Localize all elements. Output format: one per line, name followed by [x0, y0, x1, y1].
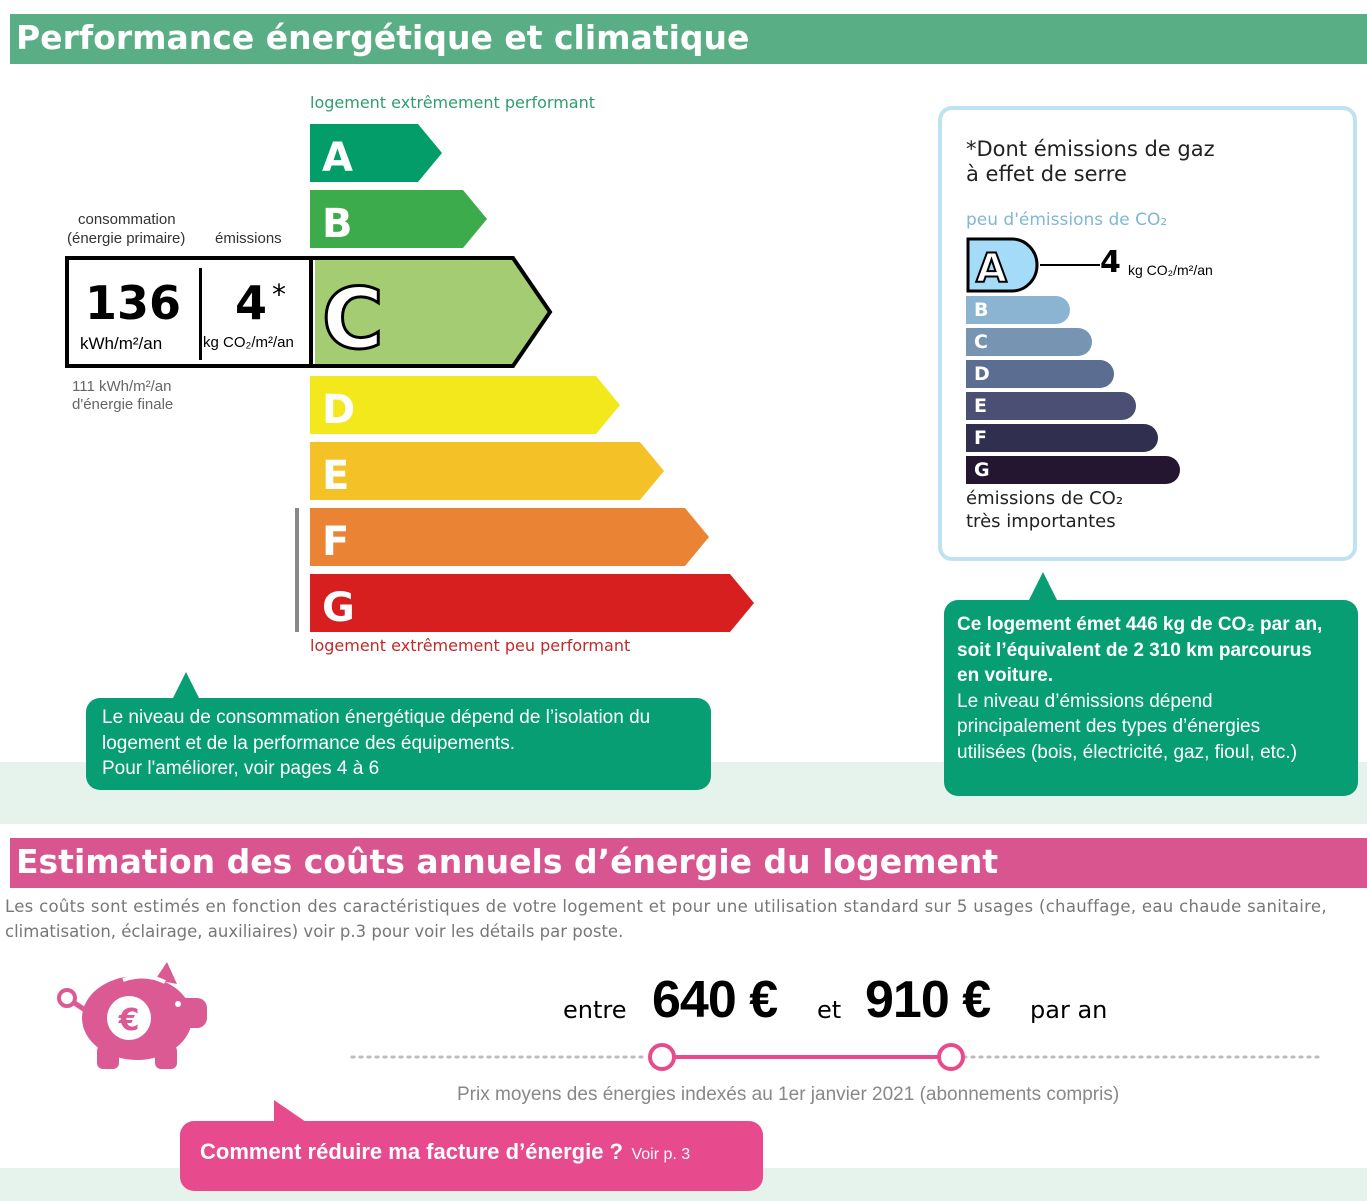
callout-left-line3: Pour l'améliorer, voir pages 4 à 6: [102, 758, 380, 779]
header-primary-energy: (énergie primaire): [67, 230, 186, 247]
cost-word-per-year: par an: [1030, 996, 1108, 1024]
piggy-bank-icon: [55, 960, 215, 1072]
callout-right-bold3: en voiture.: [957, 665, 1054, 686]
cost-max: 910 €: [865, 971, 991, 1029]
dpe-class-D: [310, 376, 620, 434]
callout-right-line5: principalement des types d’énergies: [957, 716, 1261, 737]
dpe-letter-E: E: [322, 453, 350, 499]
ges-bottom-label-line2: très importantes: [966, 511, 1116, 532]
value-box-divider: [199, 268, 202, 360]
cost-footnote: Prix moyens des énergies indexés au 1er janvier 2021 (abonnements compris): [457, 1084, 1120, 1105]
ges-value: 4: [1100, 245, 1121, 280]
ges-class-G: G: [966, 456, 1180, 484]
header-consumption: consommation: [78, 211, 176, 228]
range-max-marker: [939, 1045, 963, 1069]
cost-word-and: et: [817, 996, 842, 1024]
cost-range-scale: [348, 1040, 1323, 1074]
callout-right-pointer: [1026, 570, 1060, 602]
dpe-class-G: [310, 574, 754, 632]
ges-title-line1: *Dont émissions de gaz: [966, 137, 1215, 161]
ges-bottom-label-line1: émissions de CO₂: [966, 488, 1124, 509]
dpe-letter-B: B: [322, 201, 353, 247]
ges-class-B: B: [966, 296, 1070, 324]
cta-bold-text: Comment réduire ma facture d’énergie ?: [200, 1139, 623, 1164]
dpe-letter-A: A: [322, 135, 353, 181]
consumption-value: 136: [85, 276, 182, 330]
callout-right-bold2: soit l’équivalent de 2 310 km parcourus: [957, 639, 1312, 661]
callout-left-line2: logement et de la performance des équipements.: [102, 732, 515, 754]
ges-class-A-current: [962, 236, 1042, 294]
callout-right-bold1: Ce logement émet 446 kg de CO₂ par an,: [957, 614, 1323, 635]
dpe-class-E: [310, 442, 664, 500]
section-title-costs: Estimation des coûts annuels d’énergie du logement: [10, 838, 1367, 888]
consumption-unit: kWh/m²/an: [80, 334, 163, 353]
cost-min: 640 €: [652, 971, 778, 1029]
final-energy-line2: d'énergie finale: [72, 396, 174, 413]
dpe-letter-D: D: [322, 387, 356, 433]
costs-description-line1: Les coûts sont estimés en fonction des caractéristiques de votre logement et pour une utilisation standard sur 5 usages (chauffage, eau chaude sanitaire,: [5, 897, 1327, 916]
ges-top-label: peu d'émissions de CO₂: [966, 210, 1168, 230]
dpe-class-B: [310, 190, 487, 248]
ges-letter-A: A: [976, 246, 1007, 292]
ges-pointer-line: [1040, 264, 1100, 266]
callout-right-line6: utilisées (bois, électricité, gaz, fioul, etc.): [957, 741, 1298, 763]
callout-left-pointer: [170, 670, 202, 700]
value-box-right-edge: [309, 256, 313, 368]
emission-unit: kg CO₂/m²/an: [203, 334, 294, 351]
dpe-top-label: logement extrêmement performant: [310, 93, 595, 112]
ges-title-line2: à effet de serre: [966, 162, 1127, 186]
callout-right-line4: Le niveau d’émissions dépend: [957, 690, 1213, 712]
ges-unit: kg CO₂/m²/an: [1128, 262, 1213, 278]
callout-emissions: [944, 600, 1358, 796]
ges-class-C: C: [966, 328, 1092, 356]
dpe-letter-G: G: [322, 585, 355, 631]
euro-symbol: €: [118, 1003, 140, 1038]
ges-class-E: E: [966, 392, 1136, 420]
ges-class-F: F: [966, 424, 1158, 452]
dpe-class-A: [310, 124, 442, 182]
dpe-class-F: [310, 508, 709, 566]
cta-see-page: Voir p. 3: [631, 1146, 691, 1163]
callout-consumption: [86, 698, 711, 790]
cost-word-between: entre: [563, 996, 627, 1024]
dpe-bottom-label: logement extrêmement peu performant: [310, 636, 631, 655]
dpe-scale: [290, 118, 770, 638]
ges-class-D: D: [966, 360, 1114, 388]
dpe-value-box: [65, 256, 315, 368]
header-emissions: émissions: [215, 230, 282, 247]
dpe-letter-F: F: [322, 519, 350, 565]
emission-star: *: [272, 278, 286, 311]
dpe-letter-C: C: [322, 270, 384, 368]
callout-left-line1: Le niveau de consommation énergétique dépend de l’isolation du: [102, 707, 651, 728]
section-title-performance: Performance énergétique et climatique: [10, 14, 1367, 64]
dpe-bracket: [295, 508, 299, 632]
range-min-marker: [650, 1045, 674, 1069]
final-energy-line1: 111 kWh/m²/an: [72, 378, 172, 395]
costs-description-line2: climatisation, éclairage, auxiliaires) voir p.3 pour voir les détails par poste.: [5, 922, 624, 941]
dpe-class-C: [310, 258, 550, 368]
emission-value: 4: [235, 276, 268, 330]
cta-reduce-bill[interactable]: [180, 1121, 763, 1191]
